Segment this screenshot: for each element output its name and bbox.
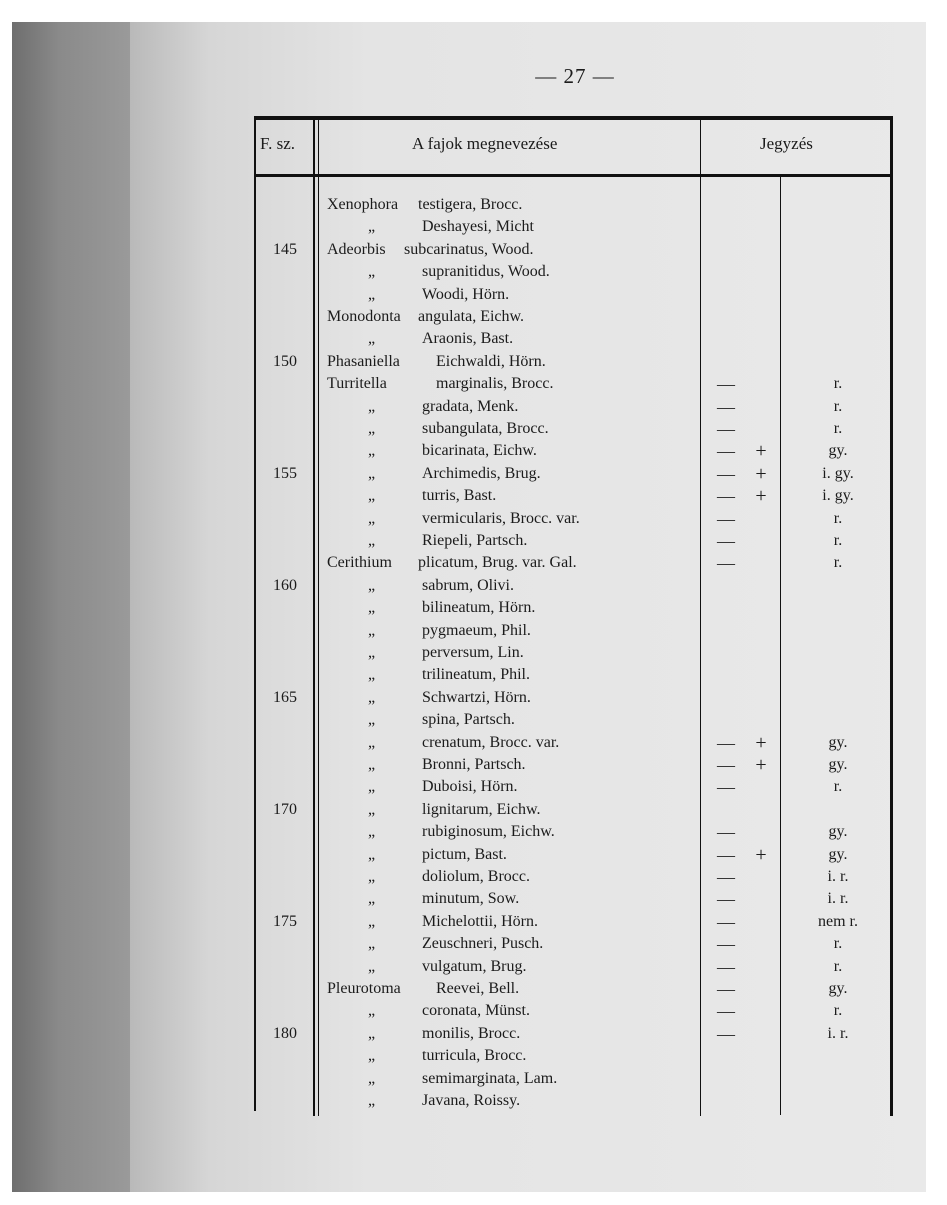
- occurrence-note: i. r.: [827, 890, 849, 907]
- header-bottom-rule: [254, 174, 893, 177]
- occurrence-note: r.: [833, 532, 843, 549]
- mark-present: +: [755, 463, 767, 485]
- mark-absent: —: [717, 374, 735, 394]
- occurrence-note: r.: [833, 958, 843, 975]
- species-name: Duboisi, Hörn.: [422, 778, 518, 795]
- species-name: Javana, Roissy.: [422, 1092, 521, 1109]
- occurrence-note: gy.: [828, 846, 848, 863]
- ditto-mark: „: [368, 1092, 376, 1109]
- mark-absent: —: [717, 1024, 735, 1044]
- mark-present: +: [755, 844, 767, 866]
- species-name: pictum, Bast.: [422, 846, 507, 863]
- page-number: — 27 —: [535, 64, 615, 88]
- mark-present: +: [755, 732, 767, 754]
- species-name: spina, Partsch.: [422, 711, 515, 728]
- ditto-mark: „: [368, 666, 376, 683]
- genus-name: Phasaniella: [327, 353, 400, 370]
- occurrence-note: gy.: [828, 756, 848, 773]
- occurrence-note: r.: [833, 935, 843, 952]
- occurrence-note: gy.: [828, 442, 848, 459]
- ditto-mark: „: [368, 935, 376, 952]
- ditto-mark: „: [368, 644, 376, 661]
- row-number: 145: [273, 241, 297, 258]
- species-name: pygmaeum, Phil.: [422, 622, 531, 639]
- genus-name: Xenophora: [327, 196, 399, 213]
- species-name: supranitidus, Wood.: [422, 263, 550, 280]
- species-name: marginalis, Brocc.: [436, 375, 554, 392]
- ditto-mark: „: [368, 218, 376, 235]
- occurrence-note: nem r.: [818, 913, 858, 930]
- species-name: sabrum, Olivi.: [422, 577, 514, 594]
- mark-absent: —: [717, 957, 735, 977]
- species-name: Reevei, Bell.: [436, 980, 520, 997]
- species-name: trilineatum, Phil.: [422, 666, 530, 683]
- ditto-mark: „: [368, 890, 376, 907]
- mark-absent: —: [717, 755, 735, 775]
- row-number: 160: [273, 577, 297, 594]
- table-left-rule: [254, 116, 256, 1111]
- ditto-mark: „: [368, 1025, 376, 1042]
- species-name: minutum, Sow.: [422, 890, 520, 907]
- species-name: coronata, Münst.: [422, 1002, 530, 1019]
- occurrence-note: i. r.: [827, 1025, 849, 1042]
- genus-name: Cerithium: [327, 554, 392, 571]
- species-name: Eichwaldi, Hörn.: [436, 353, 546, 370]
- mark-absent: —: [717, 419, 735, 439]
- mark-absent: —: [717, 553, 735, 573]
- species-name: semimarginata, Lam.: [422, 1070, 558, 1087]
- column-divider-species: [700, 116, 701, 1116]
- column-divider-marks: [780, 175, 781, 1115]
- header-species: A fajok megnevezése: [412, 134, 558, 153]
- mark-absent: —: [717, 845, 735, 865]
- ditto-mark: „: [368, 846, 376, 863]
- genus-name: Adeorbis: [327, 241, 386, 258]
- occurrence-note: gy.: [828, 823, 848, 840]
- occurrence-note: gy.: [828, 734, 848, 751]
- occurrence-note: r.: [833, 554, 843, 571]
- ditto-mark: „: [368, 263, 376, 280]
- mark-present: +: [755, 485, 767, 507]
- ditto-mark: „: [368, 465, 376, 482]
- mark-present: +: [755, 440, 767, 462]
- species-name: plicatum, Brug. var. Gal.: [418, 554, 577, 571]
- occurrence-note: gy.: [828, 980, 848, 997]
- ditto-mark: „: [368, 801, 376, 818]
- ditto-mark: „: [368, 778, 376, 795]
- mark-absent: —: [717, 486, 735, 506]
- ditto-mark: „: [368, 286, 376, 303]
- ditto-mark: „: [368, 577, 376, 594]
- species-name: angulata, Eichw.: [418, 308, 525, 325]
- ditto-mark: „: [368, 1070, 376, 1087]
- species-name: Woodi, Hörn.: [422, 286, 510, 303]
- species-name: Archimedis, Brug.: [422, 465, 541, 482]
- ditto-mark: „: [368, 442, 376, 459]
- row-number: 180: [273, 1025, 297, 1042]
- species-name: Araonis, Bast.: [422, 330, 514, 347]
- ditto-mark: „: [368, 487, 376, 504]
- ditto-mark: „: [368, 420, 376, 437]
- column-divider-number-inner: [318, 116, 319, 1116]
- species-name: subangulata, Brocc.: [422, 420, 549, 437]
- species-name: Zeuschneri, Pusch.: [422, 935, 544, 952]
- mark-absent: —: [717, 934, 735, 954]
- species-name: doliolum, Brocc.: [422, 868, 530, 885]
- row-number: 175: [273, 913, 297, 930]
- species-name: subcarinatus, Wood.: [404, 241, 534, 258]
- mark-absent: —: [717, 509, 735, 529]
- ditto-mark: „: [368, 689, 376, 706]
- species-name: Bronni, Partsch.: [422, 756, 526, 773]
- species-name: Deshayesi, Micht: [422, 218, 534, 235]
- ditto-mark: „: [368, 622, 376, 639]
- occurrence-note: r.: [833, 398, 843, 415]
- mark-absent: —: [717, 867, 735, 887]
- row-number: 170: [273, 801, 297, 818]
- ditto-mark: „: [368, 330, 376, 347]
- species-name: vulgatum, Brug.: [422, 958, 527, 975]
- genus-name: Turritella: [327, 375, 387, 392]
- ditto-mark: „: [368, 1047, 376, 1064]
- row-number: 155: [273, 465, 297, 482]
- ditto-mark: „: [368, 823, 376, 840]
- species-name: gradata, Menk.: [422, 398, 519, 415]
- occurrence-note: r.: [833, 778, 843, 795]
- ditto-mark: „: [368, 711, 376, 728]
- ditto-mark: „: [368, 532, 376, 549]
- species-name: lignitarum, Eichw.: [422, 801, 541, 818]
- genus-name: Monodonta: [327, 308, 401, 325]
- table-top-rule: [254, 116, 893, 120]
- species-name: Schwartzi, Hörn.: [422, 689, 531, 706]
- species-name: turris, Bast.: [422, 487, 497, 504]
- mark-absent: —: [717, 979, 735, 999]
- species-name: Riepeli, Partsch.: [422, 532, 528, 549]
- occurrence-note: i. gy.: [822, 465, 854, 482]
- mark-absent: —: [717, 912, 735, 932]
- mark-absent: —: [717, 531, 735, 551]
- row-number: 150: [273, 353, 297, 370]
- occurrence-note: i. gy.: [822, 487, 854, 504]
- mark-absent: —: [717, 889, 735, 909]
- mark-absent: —: [717, 822, 735, 842]
- ditto-mark: „: [368, 868, 376, 885]
- ditto-mark: „: [368, 958, 376, 975]
- species-name: turricula, Brocc.: [422, 1047, 527, 1064]
- mark-absent: —: [717, 397, 735, 417]
- species-name: perversum, Lin.: [422, 644, 524, 661]
- row-number: 165: [273, 689, 297, 706]
- species-name: crenatum, Brocc. var.: [422, 734, 560, 751]
- occurrence-note: r.: [833, 510, 843, 527]
- table-right-rule: [890, 116, 893, 1116]
- ditto-mark: „: [368, 734, 376, 751]
- species-name: Michelottii, Hörn.: [422, 913, 538, 930]
- header-number: F. sz.: [260, 134, 296, 153]
- species-name: testigera, Brocc.: [418, 196, 523, 213]
- occurrence-note: r.: [833, 420, 843, 437]
- mark-absent: —: [717, 464, 735, 484]
- ditto-mark: „: [368, 1002, 376, 1019]
- mark-absent: —: [717, 733, 735, 753]
- mark-absent: —: [717, 441, 735, 461]
- species-name: monilis, Brocc.: [422, 1025, 521, 1042]
- species-name: rubiginosum, Eichw.: [422, 823, 555, 840]
- ditto-mark: „: [368, 510, 376, 527]
- mark-absent: —: [717, 1001, 735, 1021]
- ditto-mark: „: [368, 756, 376, 773]
- ditto-mark: „: [368, 398, 376, 415]
- ditto-mark: „: [368, 599, 376, 616]
- header-notes: Jegyzés: [760, 134, 813, 153]
- occurrence-note: r.: [833, 375, 843, 392]
- species-name: vermicularis, Brocc. var.: [422, 510, 580, 527]
- column-divider-number: [313, 116, 315, 1116]
- occurrence-note: r.: [833, 1002, 843, 1019]
- mark-absent: —: [717, 777, 735, 797]
- binding-edge: [12, 22, 130, 1192]
- mark-present: +: [755, 754, 767, 776]
- ditto-mark: „: [368, 913, 376, 930]
- occurrence-note: i. r.: [827, 868, 849, 885]
- species-name: bicarinata, Eichw.: [422, 442, 537, 459]
- genus-name: Pleurotoma: [327, 980, 401, 997]
- species-name: bilineatum, Hörn.: [422, 599, 536, 616]
